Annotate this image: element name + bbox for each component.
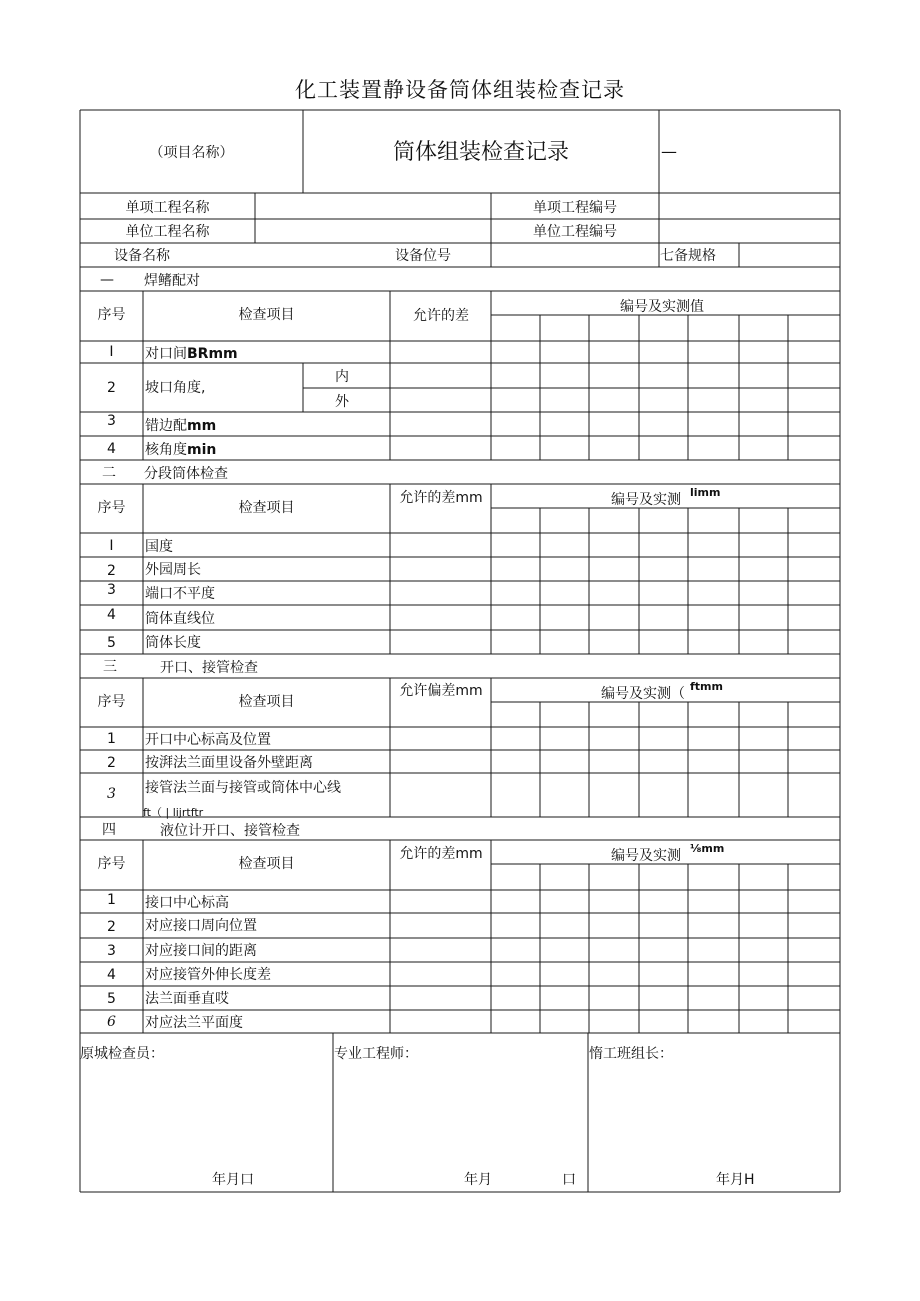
section-4-seq-header: 序号 bbox=[97, 856, 126, 872]
section-1-row-2-label: 坡口角度, bbox=[145, 380, 206, 396]
section-3-row-1-seq: 1 bbox=[107, 731, 116, 747]
section-3-measure-header: 编号及实测（ bbox=[601, 686, 685, 702]
section-1-row-3-label-unit: mm bbox=[187, 418, 217, 434]
section-4-row-1-label: 接口中心标高 bbox=[145, 895, 229, 911]
section-4-item-header: 检查项目 bbox=[238, 856, 295, 872]
section-1-row-4-label-unit: min bbox=[187, 442, 217, 458]
section-3-row-2-label: 按湃法兰面里设备外壁距离 bbox=[145, 755, 313, 771]
section-4-measure-header: 编号及实测 bbox=[611, 848, 681, 864]
section-3-row-2-seq: 2 bbox=[107, 755, 116, 771]
section-2-row-2-seq: 2 bbox=[107, 563, 116, 579]
signature-inspector-date: 年月口 bbox=[212, 1172, 254, 1188]
project-name-cell: （项目名称） bbox=[149, 145, 234, 161]
single-project-number-label: 单项工程编号 bbox=[533, 200, 617, 216]
section-4-row-2-seq: 2 bbox=[107, 919, 116, 935]
section-3-seq-header: 序号 bbox=[97, 693, 126, 710]
section-3-row-3-extra: ft（ | lijrtftr bbox=[143, 806, 204, 819]
unit-project-name-label: 单位工程名称 bbox=[125, 224, 210, 240]
signature-inspector-label: 原城检查员： bbox=[80, 1046, 164, 1062]
equipment-name-label: 设备名称 bbox=[114, 248, 170, 264]
signature-engineer-label: 专业工程师： bbox=[334, 1046, 418, 1062]
section-4-row-4-seq: 4 bbox=[107, 967, 116, 983]
section-4-row-6-label: 对应法兰平面度 bbox=[145, 1015, 243, 1031]
section-2-seq-header: 序号 bbox=[97, 499, 126, 516]
section-4-row-5-label: 法兰面垂直哎 bbox=[145, 991, 229, 1007]
signature-foreman-label: 惰工班组长： bbox=[589, 1046, 673, 1062]
section-4-row-5-seq: 5 bbox=[107, 991, 116, 1007]
section-1-row-2-seq: 2 bbox=[107, 380, 116, 396]
section-4-tolerance-header: 允许的差mm bbox=[399, 846, 483, 862]
section-1-row-1-label-unit: BRmm bbox=[187, 346, 238, 362]
record-title: 筒体组装检查记录 bbox=[392, 140, 569, 165]
section-4-row-1-seq: 1 bbox=[107, 892, 116, 908]
section-3-tolerance-header: 允许偏差mm bbox=[399, 683, 483, 699]
section-3-item-header: 检查项目 bbox=[238, 693, 295, 710]
section-2-row-2-label: 外园周长 bbox=[145, 562, 201, 578]
section-3-measure-unit: ftmm bbox=[690, 680, 723, 693]
equipment-spec-label: 七备规格 bbox=[660, 248, 716, 264]
section-1-number: — bbox=[100, 272, 114, 288]
section-2-row-3-label: 端口不平度 bbox=[145, 586, 215, 602]
section-4-number: 四 bbox=[102, 822, 116, 838]
section-2-tolerance-header: 允许的差mm bbox=[399, 490, 483, 506]
section-1-row-3-label: 错边配mm bbox=[145, 418, 217, 434]
corner-mark: — bbox=[661, 142, 677, 161]
section-3-row-1-label: 开口中心标高及位置 bbox=[145, 732, 271, 748]
section-2-row-5-seq: 5 bbox=[107, 635, 116, 651]
section-4-row-3-label: 对应接口间的距离 bbox=[145, 943, 257, 959]
section-2-row-5-label: 筒体长度 bbox=[145, 635, 201, 651]
section-3-number: 三 bbox=[103, 659, 117, 675]
single-project-name-label: 单项工程名称 bbox=[125, 200, 210, 216]
signature-engineer-date-extra: 口 bbox=[562, 1172, 576, 1188]
section-2-measure-header: 编号及实测 bbox=[611, 492, 681, 508]
section-2-measure-unit: limm bbox=[690, 486, 721, 499]
unit-project-number-label: 单位工程编号 bbox=[533, 224, 617, 240]
section-3-row-3-label: 接管法兰面与接管或筒体中心线 bbox=[145, 780, 341, 796]
section-3-title: 开口、接管检查 bbox=[160, 660, 258, 676]
section-1-row-2-sub-inner: 内 bbox=[335, 369, 349, 385]
section-2-row-1-seq: I bbox=[109, 538, 114, 554]
section-1-title: 焊鳍配对 bbox=[144, 273, 200, 289]
section-1-row-3-seq: 3 bbox=[107, 413, 116, 429]
section-4-measure-unit: ⅛mm bbox=[690, 842, 725, 855]
document-title: 化工装置静设备筒体组装检查记录 bbox=[295, 78, 625, 102]
section-1-measure-header: 编号及实测值 bbox=[620, 299, 704, 315]
section-1-tolerance-header: 允许的差 bbox=[413, 308, 469, 324]
section-1-row-4-label: 核角度min bbox=[145, 442, 217, 458]
section-1-row-4-seq: 4 bbox=[107, 441, 116, 457]
section-2-row-1-label: 国度 bbox=[145, 539, 173, 555]
section-2-number: 二 bbox=[102, 465, 116, 481]
section-4-title: 液位计开口、接管检查 bbox=[160, 823, 300, 839]
equipment-position-label: 设备位号 bbox=[395, 248, 451, 264]
section-4-row-3-seq: 3 bbox=[107, 943, 116, 959]
signature-engineer-date: 年月 bbox=[464, 1172, 492, 1188]
section-1-row-2-sub-outer: 外 bbox=[335, 394, 349, 410]
section-1-item-header: 检查项目 bbox=[238, 307, 295, 323]
section-4-row-2-label: 对应接口周向位置 bbox=[145, 918, 257, 934]
section-4-row-4-label: 对应接管外伸长度差 bbox=[145, 967, 271, 983]
section-4-row-6-seq: 6 bbox=[107, 1014, 116, 1030]
section-3-row-3-seq: 3 bbox=[107, 786, 116, 802]
section-1-row-1-seq: I bbox=[109, 344, 114, 360]
section-1-row-1-label: 对口间BRmm bbox=[145, 346, 238, 362]
section-1-seq-header: 序号 bbox=[97, 307, 126, 323]
section-2-item-header: 检查项目 bbox=[238, 499, 295, 516]
section-2-row-3-seq: 3 bbox=[107, 582, 116, 598]
section-2-row-4-seq: 4 bbox=[107, 607, 116, 623]
section-2-row-4-label: 筒体直线位 bbox=[145, 611, 215, 627]
section-2-title: 分段筒体检查 bbox=[144, 466, 228, 482]
signature-foreman-date: 年月H bbox=[716, 1172, 755, 1188]
